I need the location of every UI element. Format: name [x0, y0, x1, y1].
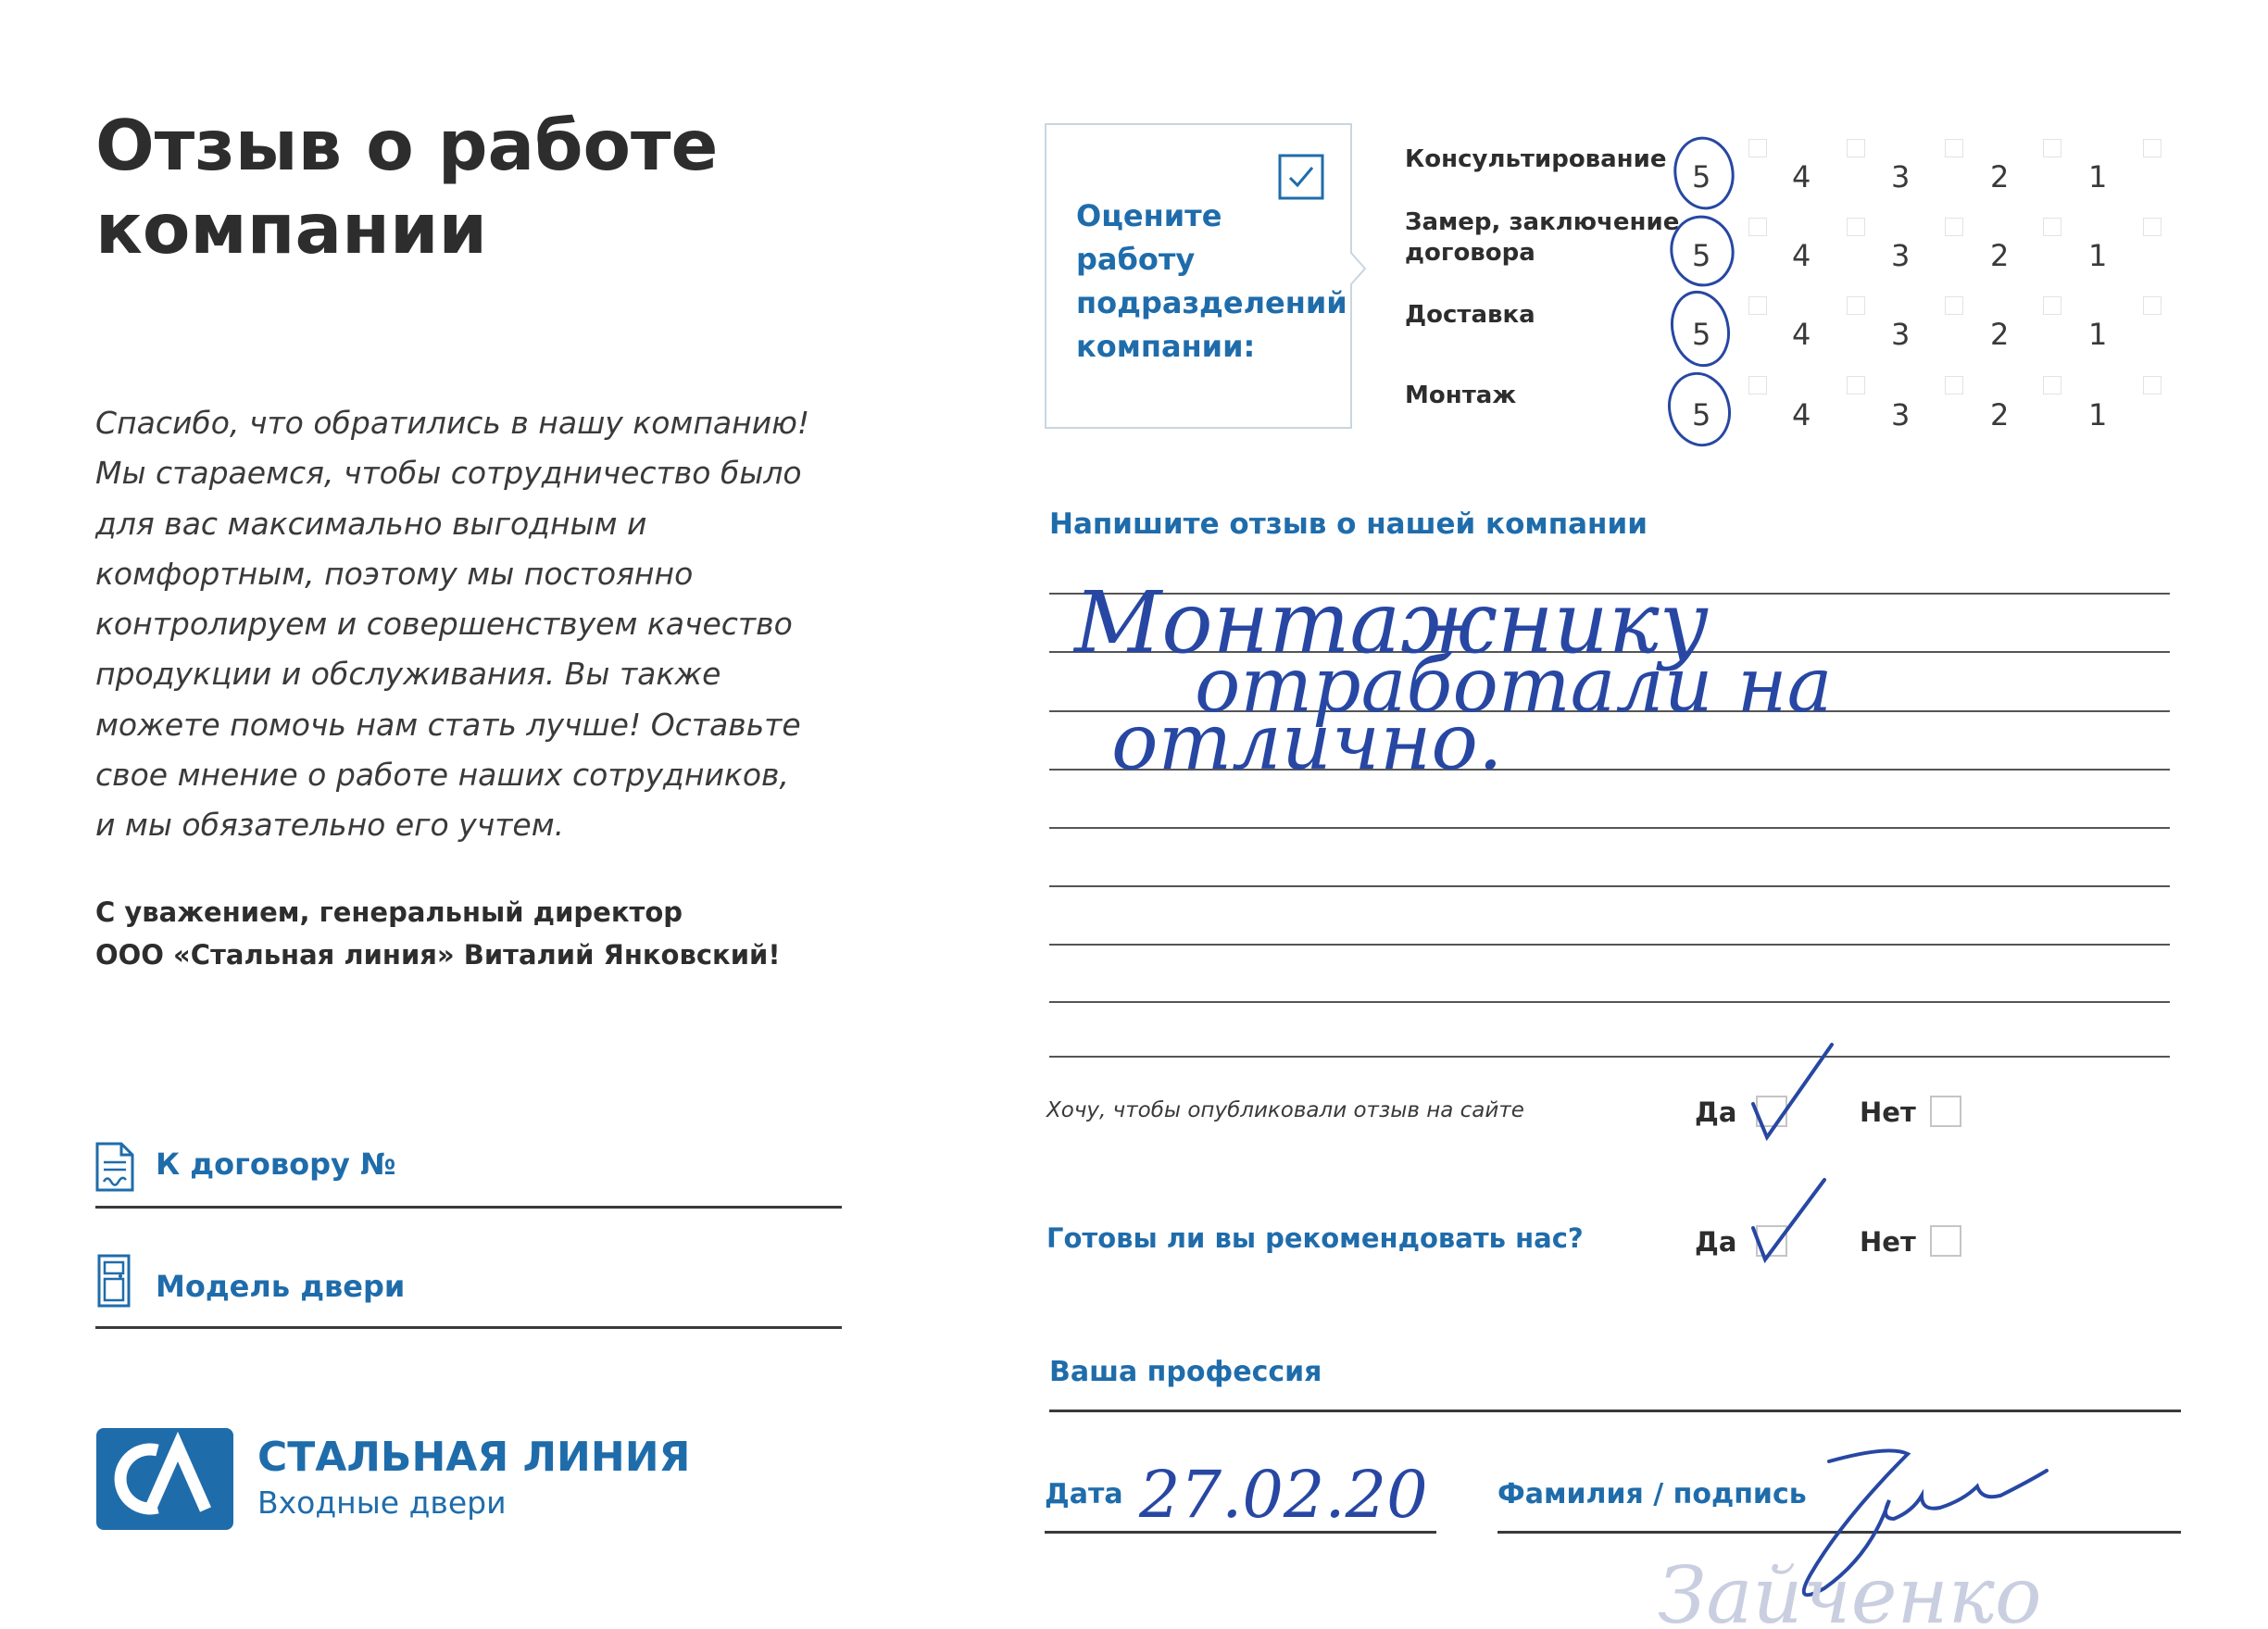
criterion-label: Монтаж [1405, 382, 1517, 409]
rating-selected-circle [1665, 287, 1735, 371]
recommend-no-label: Нет [1860, 1226, 1916, 1258]
intro-line: и мы обязательно его учтем. [95, 807, 565, 844]
score-option[interactable]: 1 [2088, 238, 2108, 273]
rating-prompt-line: компании: [1076, 329, 1256, 364]
handwritten-date: 27.02.20 [1139, 1457, 1428, 1533]
score-option[interactable]: 3 [1891, 397, 1911, 432]
score-option[interactable]: 2 [1990, 397, 2010, 432]
score-option[interactable]: 1 [2088, 159, 2108, 194]
score-option[interactable]: 5 [1692, 397, 1711, 432]
rating-prompt-line: подразделений [1076, 285, 1347, 320]
score-option[interactable]: 5 [1692, 317, 1711, 352]
rating-prompt-line: работу [1076, 242, 1196, 277]
intro-line: контролируем и совершенствуем качество [95, 606, 793, 643]
publish-yes-checkmark [1753, 1045, 1832, 1137]
score-option[interactable]: 2 [1990, 159, 2010, 194]
score-option[interactable]: 3 [1891, 238, 1911, 273]
door-model-label: Модель двери [156, 1269, 406, 1304]
rating-selected-circle [1662, 367, 1737, 451]
recommend-yes-label: Да [1695, 1226, 1737, 1258]
recommend-yes-checkmark [1753, 1180, 1824, 1259]
rating-selected-circle [1666, 212, 1738, 290]
profession-label: Ваша профессия [1049, 1356, 1322, 1388]
brand-subtitle: Входные двери [257, 1485, 507, 1521]
page-title-line: компании [95, 188, 488, 269]
intro-line: Спасибо, что обратились в нашу компанию! [95, 405, 810, 441]
brand-name: СТАЛЬНАЯ ЛИНИЯ [257, 1434, 691, 1481]
score-option[interactable]: 1 [2088, 317, 2108, 352]
signoff-line: С уважением, генеральный директор [95, 896, 683, 928]
signature-label: Фамилия / подпись [1497, 1478, 1807, 1510]
contract-label: К договору № [156, 1147, 396, 1182]
score-option[interactable]: 4 [1792, 238, 1811, 273]
score-option[interactable]: 5 [1692, 238, 1711, 273]
intro-line: комфортным, поэтому мы постоянно [95, 555, 694, 592]
page-title-line: Отзыв о работе [95, 105, 719, 186]
score-option[interactable]: 2 [1990, 317, 2010, 352]
intro-line: свое мнение о работе наших сотрудников, [95, 757, 789, 794]
criterion-label: Замер, заключение [1405, 208, 1680, 236]
score-option[interactable]: 3 [1891, 159, 1911, 194]
publish-no-label: Нет [1860, 1096, 1916, 1128]
intro-line: можете помочь нам стать лучше! Оставьте [95, 706, 801, 743]
score-option[interactable]: 4 [1792, 159, 1811, 194]
handwritten-review-line: Монтажнику [1074, 573, 1710, 672]
intro-line: продукции и обслуживания. Вы также [95, 656, 721, 693]
rating-selected-circle [1671, 134, 1737, 212]
score-option[interactable]: 2 [1990, 238, 2010, 273]
score-option[interactable]: 5 [1692, 159, 1711, 194]
handwritten-surname: Зайченко [1658, 1550, 2042, 1629]
publish-yes-label: Да [1695, 1096, 1737, 1128]
intro-line: Мы стараемся, чтобы сотрудничество было [95, 455, 802, 492]
intro-line: для вас максимально выгодным и [95, 505, 647, 542]
criterion-label: Доставка [1405, 301, 1535, 329]
review-label: Напишите отзыв о нашей компании [1049, 507, 1648, 541]
date-label: Дата [1045, 1478, 1123, 1510]
publish-question: Хочу, чтобы опубликовали отзыв на сайте [1046, 1098, 1524, 1122]
handwritten-review-line: отработали на [1195, 642, 1833, 730]
score-option[interactable]: 4 [1792, 397, 1811, 432]
rating-prompt-line: Оцените [1076, 198, 1222, 233]
criterion-label: Консультирование [1405, 145, 1667, 173]
score-option[interactable]: 3 [1891, 317, 1911, 352]
score-option[interactable]: 4 [1792, 317, 1811, 352]
handwritten-review-line: отлично. [1111, 696, 1503, 787]
criterion-label: договора [1405, 239, 1535, 267]
signoff-line: ООО «Стальная линия» Виталий Янковский! [95, 939, 781, 971]
recommend-question: Готовы ли вы рекомендовать нас? [1046, 1222, 1584, 1254]
score-option[interactable]: 1 [2088, 397, 2108, 432]
